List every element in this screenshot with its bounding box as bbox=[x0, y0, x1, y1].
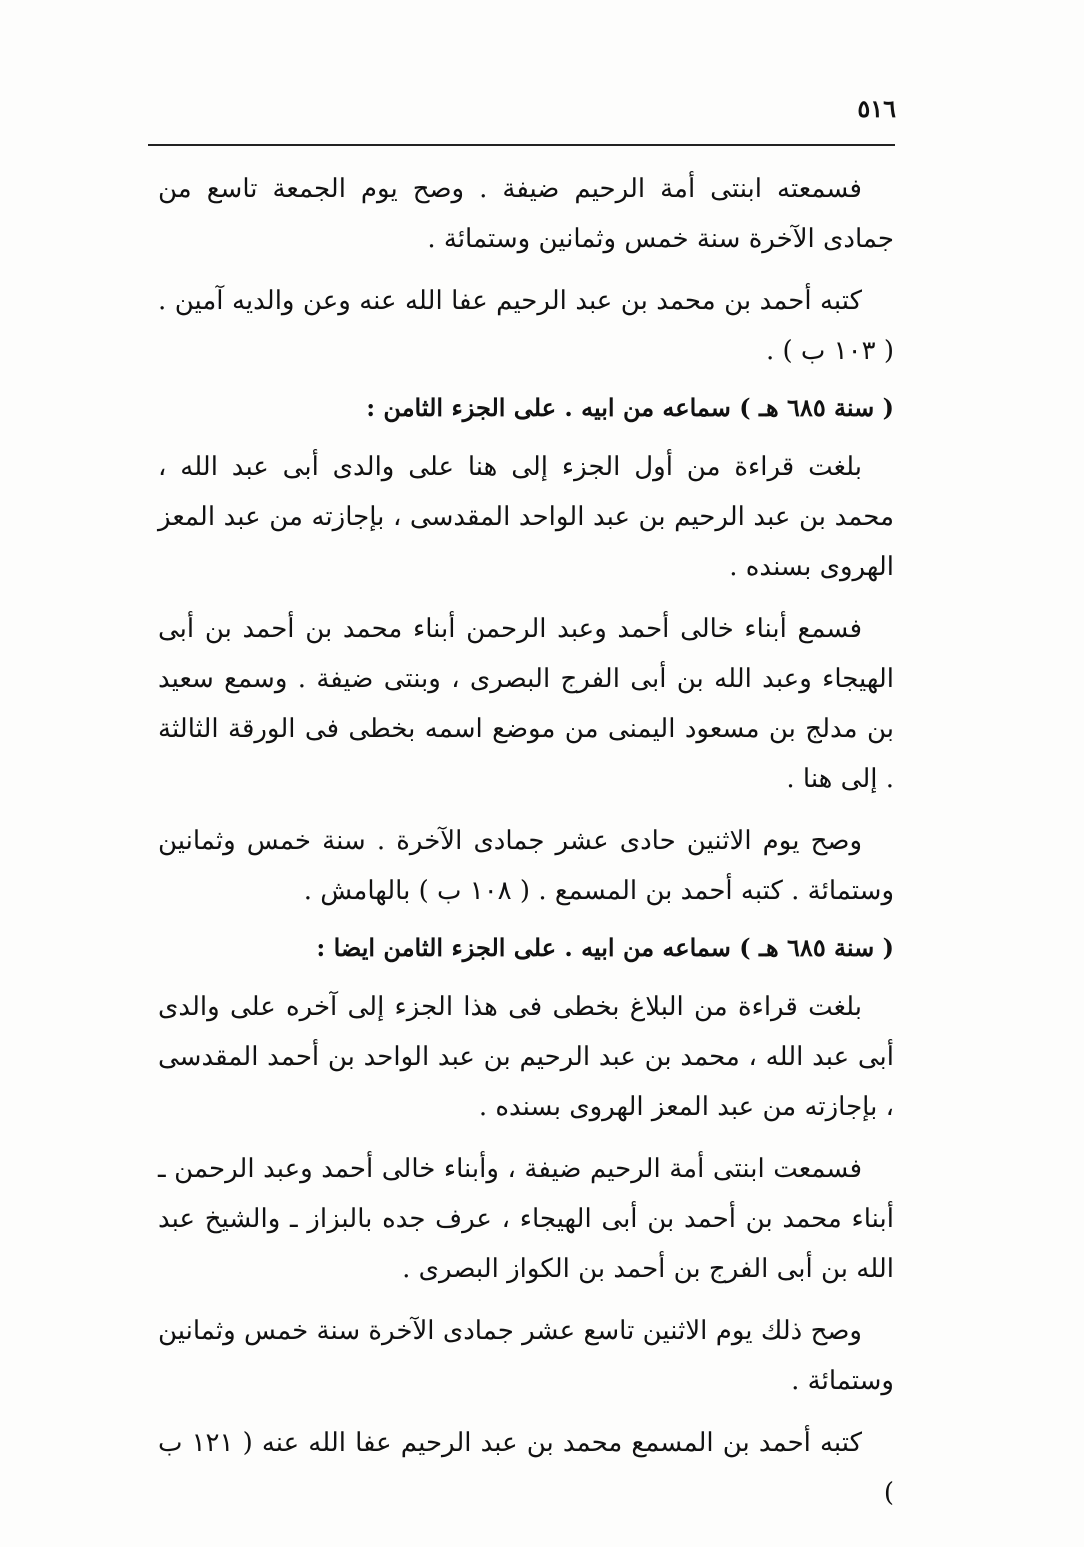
page-number: ٥١٦ bbox=[857, 94, 896, 123]
paragraph-2: كتبه أحمد بن محمد بن عبد الرحيم عفا الله عنه وعن والديه آمين . ( ١٠٣ ب ) . bbox=[158, 286, 894, 366]
paragraph-8: وصح ذلك يوم الاثنين تاسع عشر جمادى الآخرة سنة خمس وثمانين وستمائة . bbox=[158, 1316, 894, 1396]
page-body bbox=[158, 164, 894, 1530]
paragraph-1: فسمعته ابنتى أمة الرحيم ضيفة . وصح يوم الجمعة تاسع من جمادى الآخرة سنة خمس وثمانين وستمائة . bbox=[158, 174, 894, 254]
paragraph-3: بلغت قراءة من أول الجزء إلى هنا على والدى أبى عبد الله ، محمد بن عبد الرحيم بن عبد الواحد المقدسى ، بإجازته من عبد المعز الهروى بسنده . bbox=[158, 452, 894, 582]
paragraph-9: كتبه أحمد بن المسمع محمد بن عبد الرحيم عفا الله عنه ( ١٢١ ب ) bbox=[158, 1428, 894, 1508]
paragraph-4: فسمع أبناء خالى أحمد وعبد الرحمن أبناء محمد بن أحمد بن أبى الهيجاء وعبد الله بن أبى الفرج البصرى ، وبنتى ضيفة . وسمع سعيد بن مدلج بن مسعود اليمنى من موضع اسمه بخطى فى الورقة الثالثة . إلى هنا . bbox=[158, 614, 894, 794]
paragraph-6: بلغت قراءة من البلاغ بخطى فى هذا الجزء إلى آخره على والدى أبى عبد الله ، محمد بن عبد الرحيم بن عبد الواحد بن أحمد المقدسى ، بإجازته من عبد المعز الهروى بسنده . bbox=[158, 992, 894, 1122]
paragraph-5: وصح يوم الاثنين حادى عشر جمادى الآخرة . سنة خمس وثمانين وستمائة . كتبه أحمد بن المسمع . ( ١٠٨ ب ) بالهامش . bbox=[158, 826, 894, 906]
section-heading-2: ( سنة ٦٨٥ هـ ) سماعه من ابيه . على الجزء الثامن ايضا : bbox=[316, 933, 894, 962]
section-heading-1: ( سنة ٦٨٥ هـ ) سماعه من ابيه . على الجزء الثامن : bbox=[366, 393, 894, 422]
paragraph-7: فسمعت ابنتى أمة الرحيم ضيفة ، وأبناء خالى أحمد وعبد الرحمن ـ أبناء محمد بن أحمد بن أبى الهيجاء ، عرف جده بالبزاز ـ والشيخ عبد الله بن أبى الفرج بن أحمد بن الكواز البصرى . bbox=[158, 1154, 894, 1284]
header-rule bbox=[148, 144, 895, 146]
